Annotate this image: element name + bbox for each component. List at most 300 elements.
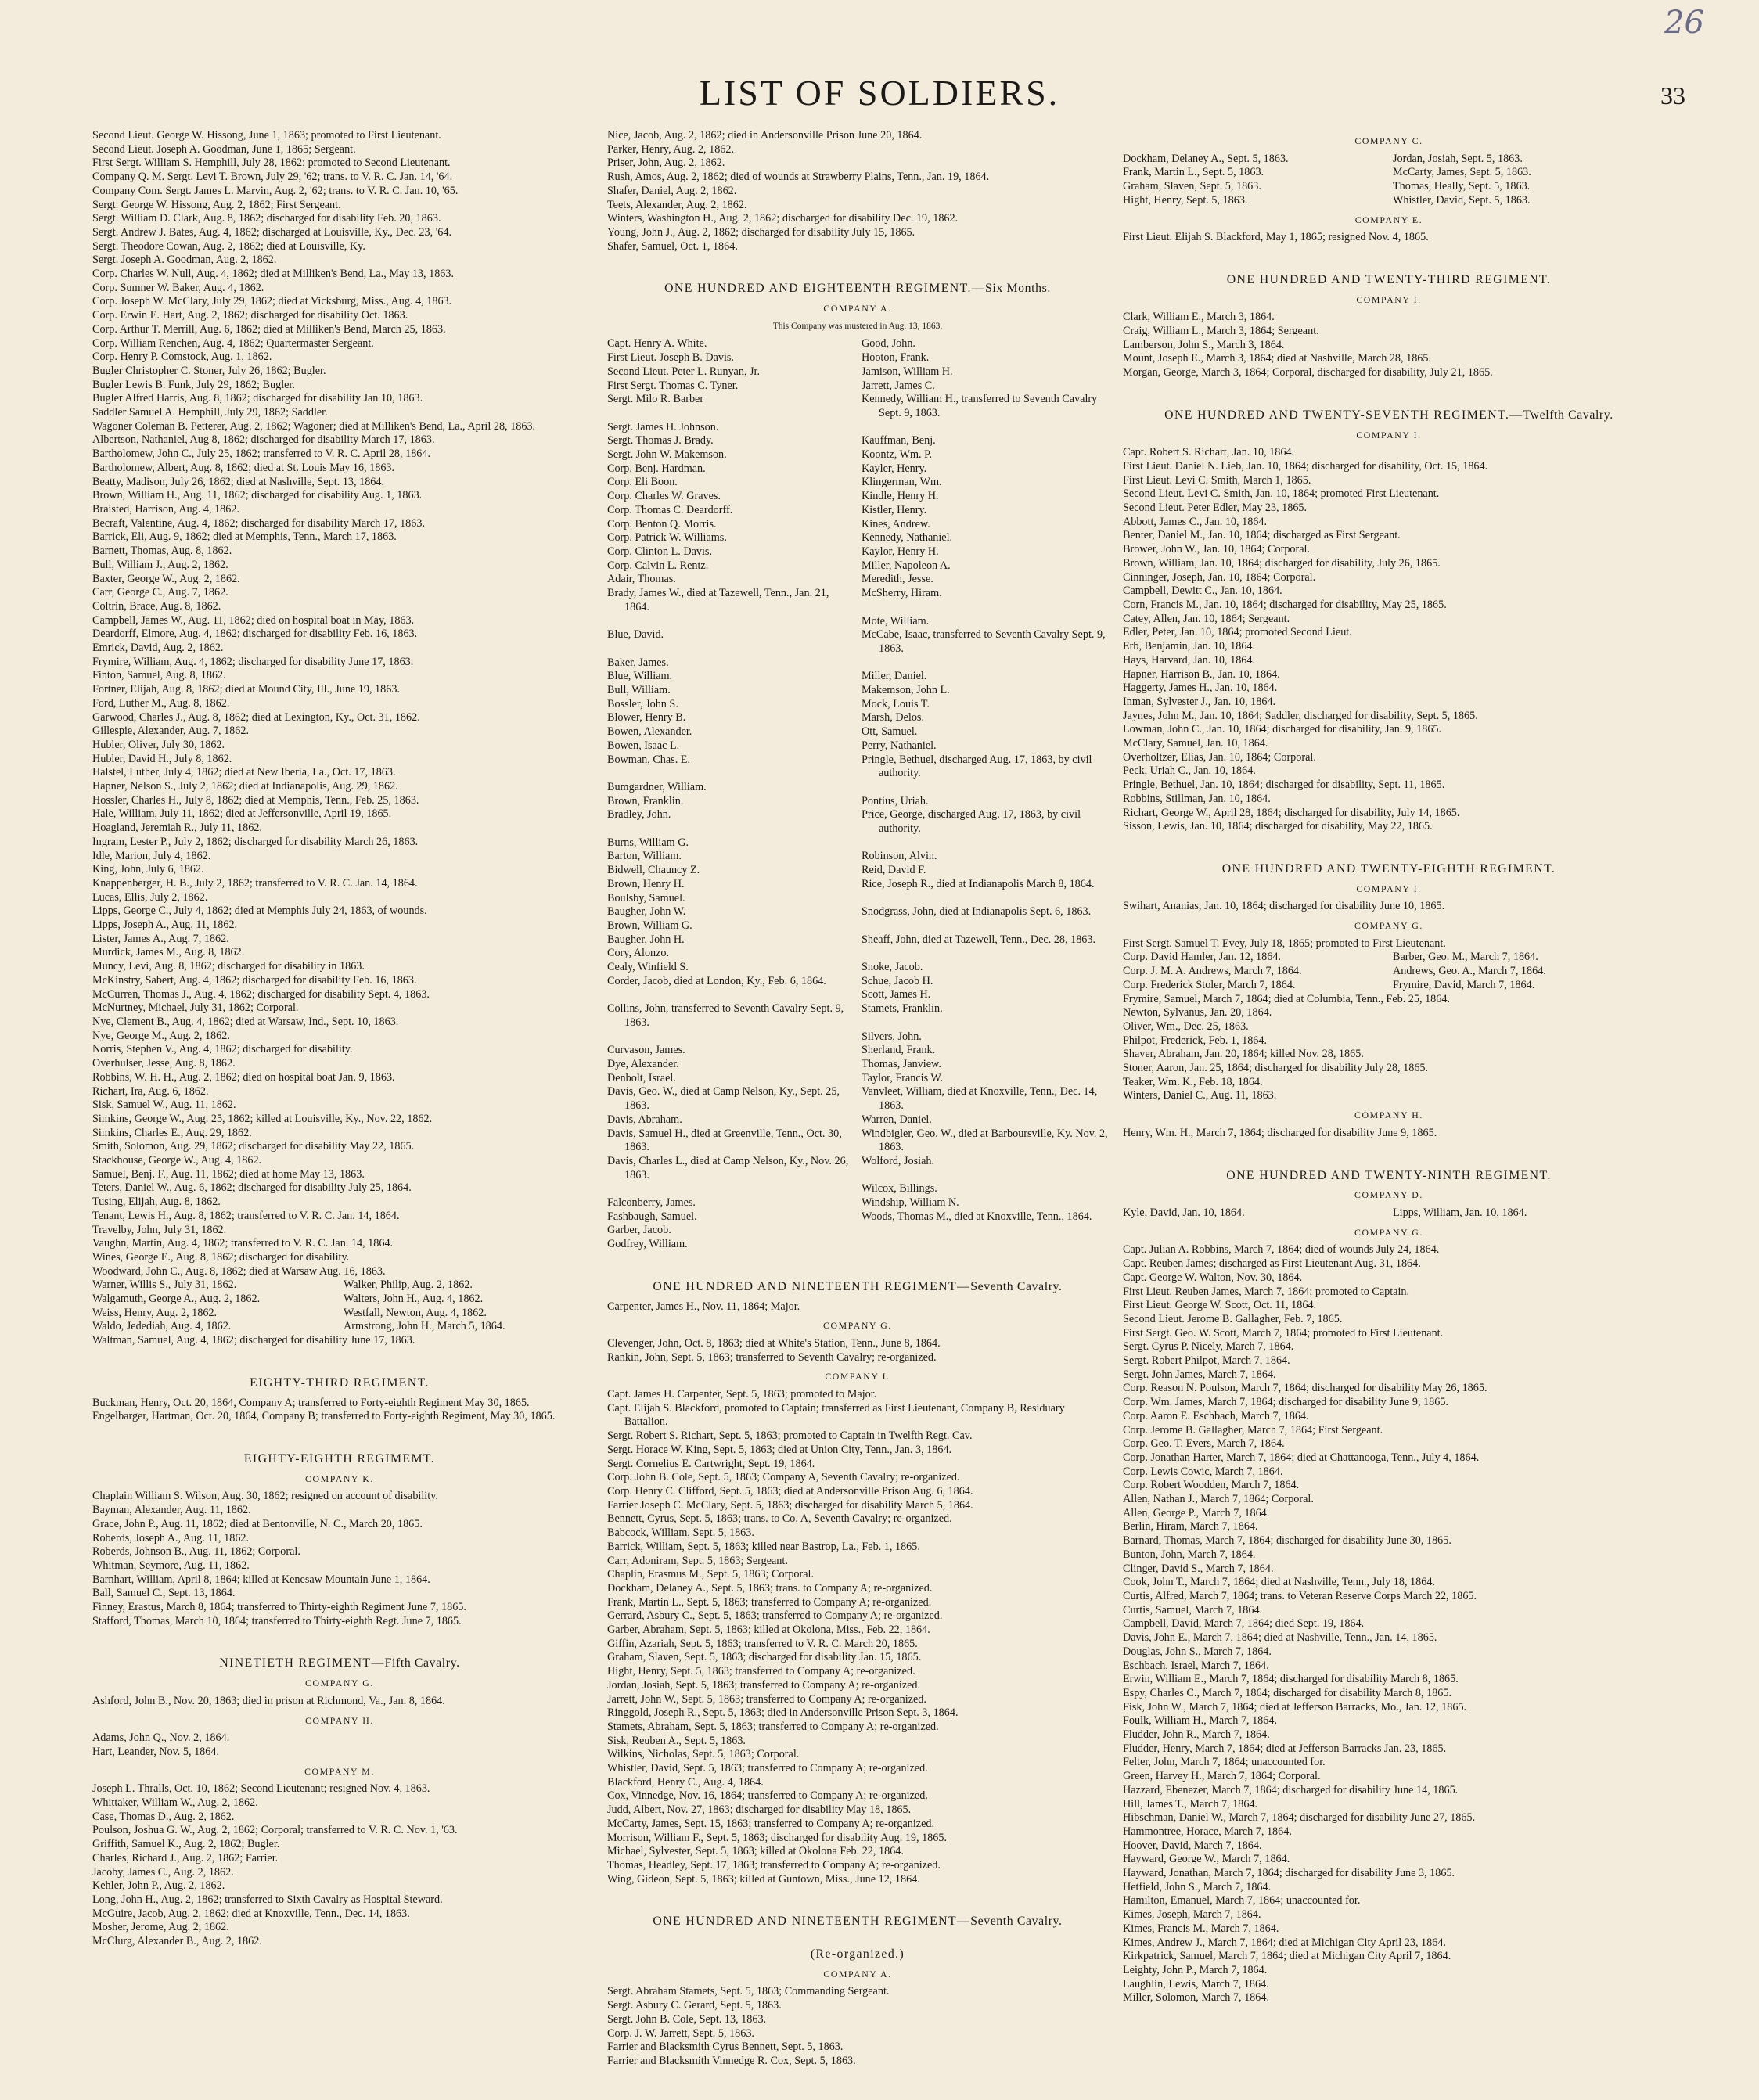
soldier-entry: McCabe, Isaac, transferred to Seventh Cavalry Sept. 9, 1863. bbox=[862, 628, 1106, 655]
soldier-entry: Hapner, Harrison B., Jan. 10, 1864. bbox=[1123, 667, 1280, 681]
soldier-entry: Jarrett, James C. bbox=[862, 379, 935, 392]
soldier-entry: Douglas, John S., March 7, 1864. bbox=[1123, 1645, 1272, 1658]
soldier-entry: Carpenter, James H., Nov. 11, 1864; Major. bbox=[607, 1300, 800, 1313]
column-right bbox=[1123, 129, 1655, 2005]
soldier-entry: Company Q. M. Sergt. Levi T. Brown, July 29, '62; trans. to V. R. C. Jan. 14, '64. bbox=[92, 171, 453, 184]
soldier-entry: First Sergt. Thomas C. Tyner. bbox=[607, 379, 739, 392]
soldier-entry: Corp. Frederick Stoler, March 7, 1864. bbox=[1123, 978, 1296, 991]
soldier-entry: Frank, Martin L., Sept. 5, 1863. bbox=[1123, 166, 1264, 179]
soldier-entry: Cook, John T., March 7, 1864; died at Nashville, Tenn., July 18, 1864. bbox=[1123, 1576, 1435, 1589]
soldier-entry: Bumgardner, William. bbox=[607, 780, 707, 793]
soldier-entry: Dockham, Delaney A., Sept. 5, 1863; trans. to Company A; re-organized. bbox=[607, 1581, 933, 1595]
soldier-entry: Gillespie, Alexander, Aug. 7, 1862. bbox=[92, 725, 249, 738]
soldier-entry: Cealy, Winfield S. bbox=[607, 961, 689, 974]
soldier-entry: Stoner, Aaron, Jan. 25, 1864; discharged for disability July 28, 1865. bbox=[1123, 1062, 1429, 1075]
soldier-entry: Woods, Thomas M., died at Knoxville, Tenn., 1864. bbox=[862, 1210, 1092, 1223]
soldier-entry: Ashford, John B., Nov. 20, 1863; died in prison at Richmond, Va., Jan. 8, 1864. bbox=[92, 1694, 445, 1707]
soldier-entry: Garber, Jacob. bbox=[607, 1224, 671, 1237]
soldier-entry: Bartholomew, John C., July 25, 1862; transferred to V. R. C. April 28, 1864. bbox=[92, 448, 431, 461]
soldier-entry: Rice, Joseph R., died at Indianapolis March 8, 1864. bbox=[862, 877, 1095, 890]
soldier-entry: Bayman, Alexander, Aug. 11, 1862. bbox=[92, 1504, 251, 1517]
soldier-entry: McCarty, James, Sept. 15, 1863; transferred to Company A; re-organized. bbox=[607, 1817, 935, 1830]
soldier-entry-pair bbox=[1123, 979, 1655, 993]
soldier-entry-pair bbox=[607, 753, 1108, 781]
soldier-entry-pair bbox=[607, 725, 1108, 739]
soldier-entry: Hight, Henry, Sept. 5, 1863. bbox=[1123, 193, 1248, 207]
section-spacer bbox=[1123, 1141, 1655, 1150]
soldier-entry: Jordan, Josiah, Sept. 5, 1863; transferred to Company A; re-organized. bbox=[607, 1678, 921, 1692]
soldier-entry: Buckman, Henry, Oct. 20, 1864, Company A; transferred to Forty-eighth Regiment May 30, 1865. bbox=[92, 1396, 530, 1409]
regiment-heading bbox=[1123, 408, 1655, 423]
soldier-entry: Boulsby, Samuel. bbox=[607, 891, 685, 904]
soldier-entry: Nice, Jacob, Aug. 2, 1862; died in Andersonville Prison June 20, 1864. bbox=[607, 129, 923, 142]
soldier-entry: Whitman, Seymore, Aug. 11, 1862. bbox=[92, 1559, 250, 1572]
soldier-entry: Becraft, Valentine, Aug. 4, 1862; discharged for disability March 17, 1863. bbox=[92, 516, 426, 530]
soldier-entry: Erwin, William E., March 7, 1864; discharged for disability March 8, 1865. bbox=[1123, 1673, 1459, 1686]
soldier-entry: Brown, William G. bbox=[607, 919, 692, 932]
soldier-entry: Teters, Daniel W., Aug. 6, 1862; discharged for disability July 25, 1864. bbox=[92, 1181, 412, 1195]
soldier-entry: Lucas, Ellis, July 2, 1862. bbox=[92, 890, 208, 904]
soldier-entry-pair bbox=[607, 365, 1108, 379]
soldier-entry: Lipps, George C., July 4, 1862; died at Memphis July 24, 1863, of wounds. bbox=[92, 904, 427, 918]
soldier-entry: Denbolt, Israel. bbox=[607, 1071, 676, 1084]
soldier-entry: Mosher, Jerome, Aug. 2, 1862. bbox=[92, 1921, 229, 1934]
soldier-entry: Grace, John P., Aug. 11, 1862; died at Bentonville, N. C., March 20, 1865. bbox=[92, 1517, 423, 1530]
soldier-entry: Peck, Uriah C., Jan. 10, 1864. bbox=[1123, 764, 1256, 778]
soldier-entry: Simkins, George W., Aug. 25, 1862; killed at Louisville, Ky., Nov. 22, 1862. bbox=[92, 1112, 433, 1125]
soldier-entry: Allen, George P., March 7, 1864. bbox=[1123, 1506, 1270, 1519]
soldier-entry: Andrews, Geo. A., March 7, 1864. bbox=[1393, 965, 1546, 978]
soldier-entry-pair bbox=[607, 670, 1108, 684]
soldier-entry-pair bbox=[607, 628, 1108, 656]
soldier-entry: Kauffman, Benj. bbox=[862, 434, 936, 448]
soldier-entry: Corp. Charles W. Null, Aug. 4, 1862; died at Milliken's Bend, La., May 13, 1863. bbox=[92, 268, 455, 281]
soldier-entry-pair bbox=[607, 615, 1108, 629]
section-spacer bbox=[92, 1348, 587, 1357]
soldier-entry: Price, George, discharged Aug. 17, 1863, by civil authority. bbox=[862, 808, 1081, 836]
soldier-entry: First Lieut. Elijah S. Blackford, May 1, 1865; resigned Nov. 4, 1865. bbox=[1123, 231, 1429, 244]
soldier-entry-pair bbox=[607, 905, 1108, 919]
soldier-entry-pair bbox=[607, 462, 1108, 476]
company-heading: COMPANY K. bbox=[305, 1473, 374, 1484]
soldier-entry: Tenant, Lewis H., Aug. 8, 1862; transferred to V. R. C. Jan. 14, 1864. bbox=[92, 1209, 400, 1222]
soldier-entry: Samuel, Benj. F., Aug. 11, 1862; died at home May 13, 1863. bbox=[92, 1167, 365, 1181]
soldier-entry: Frank, Martin L., Sept. 5, 1863; transferred to Company A; re-organized. bbox=[607, 1595, 932, 1609]
soldier-entry: Winters, Daniel C., Aug. 11, 1863. bbox=[1123, 1089, 1277, 1102]
soldier-entry: Fludder, Henry, March 7, 1864; died at Jefferson Barracks Jan. 23, 1865. bbox=[1123, 1742, 1447, 1755]
soldier-entry: Corp. Eli Boon. bbox=[607, 476, 678, 489]
company-heading: COMPANY D. bbox=[1354, 1189, 1423, 1201]
soldier-entry-pair bbox=[607, 1085, 1108, 1113]
soldier-entry-pair bbox=[607, 587, 1108, 614]
soldier-entry: Stackhouse, George W., Aug. 4, 1862. bbox=[92, 1154, 262, 1167]
soldier-entry: Corp. Wm. James, March 7, 1864; discharged for disability June 9, 1865. bbox=[1123, 1396, 1448, 1409]
soldier-entry: Hetfield, John S., March 7, 1864. bbox=[1123, 1880, 1272, 1893]
soldier-entry: Braisted, Harrison, Aug. 4, 1862. bbox=[92, 502, 239, 516]
soldier-entry: Barnhart, William, April 8, 1864; killed at Kenesaw Mountain June 1, 1864. bbox=[92, 1573, 430, 1586]
soldier-entry: Corp. Jerome B. Gallagher, March 7, 1864; First Sergeant. bbox=[1123, 1423, 1383, 1437]
soldier-entry bbox=[607, 1182, 854, 1196]
soldier-entry: Finton, Samuel, Aug. 8, 1862. bbox=[92, 669, 226, 682]
soldier-entry: Kirkpatrick, Samuel, March 7, 1864; died at Michigan City April 7, 1864. bbox=[1123, 1950, 1451, 1963]
soldier-entry: Morgan, George, March 3, 1864; Corporal, discharged for disability, July 21, 1865. bbox=[1123, 366, 1493, 379]
soldier-entry-pair bbox=[607, 892, 1108, 906]
soldier-entry: Corp. Henry C. Clifford, Sept. 5, 1863; died at Andersonville Prison Aug. 6, 1864. bbox=[607, 1484, 973, 1498]
soldier-entry: Ford, Luther M., Aug. 8, 1862. bbox=[92, 696, 230, 710]
soldier-entry: Pringle, Bethuel, Jan. 10, 1864; discharged for disability, Sept. 11, 1865. bbox=[1123, 779, 1445, 792]
soldier-entry: Corp. Reason N. Poulson, March 7, 1864; discharged for disability May 26, 1865. bbox=[1123, 1382, 1487, 1395]
soldier-entry: Craig, William L., March 3, 1864; Sergeant. bbox=[1123, 325, 1319, 338]
soldier-entry: Wolford, Josiah. bbox=[862, 1154, 935, 1167]
soldier-entry: Vanvleet, William, died at Knoxville, Tenn., Dec. 14, 1863. bbox=[862, 1085, 1098, 1113]
soldier-entry: McCarty, James, Sept. 5, 1863. bbox=[1393, 166, 1531, 179]
soldier-entry-pair bbox=[1123, 180, 1655, 194]
soldier-entry-pair bbox=[607, 919, 1108, 933]
soldier-entry: Corp. Erwin E. Hart, Aug. 2, 1862; discharged for disability Oct. 1863. bbox=[92, 309, 408, 322]
soldier-entry: Haggerty, James H., Jan. 10, 1864. bbox=[1123, 681, 1278, 695]
soldier-entry-pair bbox=[607, 504, 1108, 518]
soldier-entry: Snodgrass, John, died at Indianapolis Sept. 6, 1863. bbox=[862, 905, 1092, 919]
soldier-entry: Teets, Alexander, Aug. 2, 1862. bbox=[607, 198, 747, 211]
soldier-entry: Corp. Joseph W. McClary, July 29, 1862; died at Vicksburg, Miss., Aug. 4, 1863. bbox=[92, 295, 452, 308]
soldier-entry: Overhulser, Jesse, Aug. 8, 1862. bbox=[92, 1057, 236, 1070]
soldier-entry-pair bbox=[607, 518, 1108, 532]
soldier-entry: Brady, James W., died at Tazewell, Tenn., Jan. 21, 1864. bbox=[607, 587, 829, 613]
company-heading: COMPANY I. bbox=[1356, 293, 1422, 305]
soldier-entry: Bowen, Isaac L. bbox=[607, 739, 680, 752]
soldier-entry: Good, John. bbox=[862, 337, 915, 351]
soldier-entry: Fashbaugh, Samuel. bbox=[607, 1210, 697, 1223]
soldier-entry: Young, John J., Aug. 2, 1862; discharged for disability July 15, 1865. bbox=[607, 225, 915, 239]
column-middle bbox=[607, 129, 1108, 2069]
soldier-entry: Garber, Abraham, Sept. 5, 1863; killed at Okolona, Miss., Feb. 22, 1864. bbox=[607, 1624, 930, 1637]
soldier-entry bbox=[862, 781, 1108, 795]
soldier-entry: Corp. Sumner W. Baker, Aug. 4, 1862. bbox=[92, 281, 264, 294]
company-heading: COMPANY E. bbox=[1354, 214, 1423, 225]
soldier-entry: Ball, Samuel C., Sept. 13, 1864. bbox=[92, 1587, 236, 1600]
soldier-entry: Pringle, Bethuel, discharged Aug. 17, 1863, by civil authority. bbox=[862, 753, 1092, 780]
soldier-entry: Graham, Slaven, Sept. 5, 1863. bbox=[1123, 180, 1261, 193]
soldier-entry: First Sergt. Geo. W. Scott, March 7, 1864; promoted to First Lieutenant. bbox=[1123, 1326, 1444, 1339]
soldier-entry-pair bbox=[607, 448, 1108, 462]
soldier-entry: Blackford, Henry C., Aug. 4, 1864. bbox=[607, 1775, 764, 1789]
soldier-entry: Falconberry, James. bbox=[607, 1196, 696, 1210]
soldier-entry: Capt. Robert S. Richart, Jan. 10, 1864. bbox=[1123, 446, 1295, 459]
regiment-name: EIGHTY-EIGHTH REGIMEMT. bbox=[243, 1451, 436, 1465]
regiment-subtitle: Fifth Cavalry. bbox=[384, 1656, 460, 1670]
page-title: LIST OF SOLDIERS. bbox=[699, 73, 1060, 113]
soldier-entry: Eschbach, Israel, March 7, 1864. bbox=[1123, 1659, 1269, 1672]
soldier-entry: Charles, Richard J., Aug. 2, 1862; Farrier. bbox=[92, 1851, 279, 1864]
soldier-entry: Stamets, Abraham, Sept. 5, 1863; transferred to Company A; re-organized. bbox=[607, 1720, 939, 1733]
column-left bbox=[92, 129, 587, 1949]
soldier-entry: Winters, Washington H., Aug. 2, 1862; discharged for disability Dec. 19, 1862. bbox=[607, 212, 959, 225]
section-spacer bbox=[607, 1252, 1108, 1261]
soldier-entry: Curvason, James. bbox=[607, 1044, 685, 1057]
soldier-entry bbox=[862, 892, 1108, 906]
soldier-entry: Windbigler, Geo. W., died at Barboursville, Ky. Nov. 2, 1863. bbox=[862, 1127, 1108, 1154]
soldier-entry-pair bbox=[607, 988, 1108, 1002]
soldier-entry: Kindle, Henry H. bbox=[862, 490, 939, 503]
soldier-entry-pair bbox=[1123, 153, 1655, 167]
soldier-entry: Wilkins, Nicholas, Sept. 5, 1863; Corporal. bbox=[607, 1748, 800, 1761]
soldier-entry-pair bbox=[1123, 166, 1655, 180]
soldier-entry-pair bbox=[1123, 1206, 1655, 1221]
section-spacer bbox=[1123, 834, 1655, 843]
soldier-entry: Waldo, Jedediah, Aug. 4, 1862. bbox=[92, 1320, 232, 1333]
soldier-entry: Cinninger, Joseph, Jan. 10, 1864; Corporal. bbox=[1123, 570, 1316, 584]
soldier-entry: Lipps, Joseph A., Aug. 11, 1862. bbox=[92, 919, 238, 932]
regiment-heading bbox=[1123, 273, 1655, 287]
soldier-entry: Finney, Erastus, March 8, 1864; transferred to Thirty-eighth Regiment June 7, 1865. bbox=[92, 1601, 466, 1614]
soldier-entry: Campbell, James W., Aug. 11, 1862; died on hospital boat in May, 1863. bbox=[92, 613, 415, 627]
soldier-entry: Curtis, Samuel, March 7, 1864. bbox=[1123, 1603, 1263, 1616]
soldier-entry: Green, Harvey H., March 7, 1864; Corporal. bbox=[1123, 1770, 1321, 1783]
soldier-entry: Albertson, Nathaniel, Aug 8, 1862; discharged for disability March 17, 1863. bbox=[92, 433, 435, 447]
soldier-entry: Bossler, John S. bbox=[607, 697, 678, 710]
soldier-entry: Blower, Henry B. bbox=[607, 711, 686, 725]
soldier-entry: Whittaker, William W., Aug. 2, 1862. bbox=[92, 1796, 258, 1810]
soldier-entry: Meredith, Jesse. bbox=[862, 573, 933, 586]
soldier-entry: Sergt. Abraham Stamets, Sept. 5, 1863; Commanding Sergeant. bbox=[607, 1985, 890, 1998]
soldier-entry: Sergt. George W. Hissong, Aug. 2, 1862; First Sergeant. bbox=[92, 198, 341, 211]
soldier-entry: Walgamuth, George A., Aug. 2, 1862. bbox=[92, 1293, 261, 1306]
soldier-entry: Benter, Daniel M., Jan. 10, 1864; discharged as First Sergeant. bbox=[1123, 529, 1401, 542]
soldier-entry: Roberds, Joseph A., Aug. 11, 1862. bbox=[92, 1531, 250, 1544]
company-heading: COMPANY M. bbox=[304, 1765, 375, 1777]
soldier-entry: Robbins, Stillman, Jan. 10, 1864. bbox=[1123, 792, 1271, 805]
soldier-entry: Shafer, Samuel, Oct. 1, 1864. bbox=[607, 239, 738, 253]
soldier-entry: Corn, Francis M., Jan. 10, 1864; discharged for disability, May 25, 1865. bbox=[1123, 598, 1447, 611]
soldier-entry: Newton, Sylvanus, Jan. 20, 1864. bbox=[1123, 1006, 1272, 1019]
soldier-entry: Second Lieut. Joseph A. Goodman, June 1, 1865; Sergeant. bbox=[92, 142, 356, 156]
soldier-entry: Baxter, George W., Aug. 2, 1862. bbox=[92, 572, 240, 585]
soldier-entry: Capt. Reuben James; discharged as First Lieutenant Aug. 31, 1864. bbox=[1123, 1257, 1421, 1271]
company-heading: COMPANY G. bbox=[305, 1677, 374, 1689]
soldier-entry: Capt. Julian A. Robbins, March 7, 1864; died of wounds July 24, 1864. bbox=[1123, 1243, 1440, 1257]
soldier-entry: Sergt. James H. Johnson. bbox=[607, 420, 719, 433]
soldier-entry: Frymire, David, March 7, 1864. bbox=[1393, 978, 1535, 991]
soldier-entry: Davis, Charles L., died at Camp Nelson, Ky., Nov. 26, 1863. bbox=[607, 1154, 849, 1181]
soldier-entry: Swihart, Ananias, Jan. 10, 1864; discharged for disability June 10, 1865. bbox=[1123, 900, 1445, 913]
soldier-entry: Hayward, Jonathan, March 7, 1864; discharged for disability June 3, 1865. bbox=[1123, 1867, 1455, 1880]
soldier-entry: Corp. Thomas C. Deardorff. bbox=[607, 503, 733, 516]
soldier-entry: McGuire, Jacob, Aug. 2, 1862; died at Knoxville, Tenn., Dec. 14, 1863. bbox=[92, 1907, 410, 1920]
soldier-entry: Fludder, John R., March 7, 1864. bbox=[1123, 1728, 1270, 1742]
soldier-entry: Sergt. John W. Makemson. bbox=[607, 448, 727, 462]
soldier-entry: Corp. Robert Woodden, March 7, 1864. bbox=[1123, 1479, 1300, 1492]
soldier-entry: Hill, James T., March 7, 1864. bbox=[1123, 1797, 1258, 1811]
soldier-entry: Shafer, Daniel, Aug. 2, 1862. bbox=[607, 184, 737, 197]
soldier-entry: Kaylor, Henry H. bbox=[862, 545, 939, 558]
soldier-entry-pair bbox=[607, 795, 1108, 809]
soldier-entry-pair bbox=[607, 781, 1108, 795]
regiment-subtitle: Six Months. bbox=[985, 282, 1051, 296]
soldier-entry: Lister, James A., Aug. 7, 1862. bbox=[92, 932, 229, 945]
soldier-entry: Corp. Aaron E. Eschbach, March 7, 1864. bbox=[1123, 1409, 1309, 1422]
soldier-entry: Westfall, Newton, Aug. 4, 1862. bbox=[344, 1306, 487, 1319]
soldier-entry: Thomas, Heally, Sept. 5, 1863. bbox=[1393, 180, 1531, 193]
soldier-entry: Corp. Henry P. Comstock, Aug. 1, 1862. bbox=[92, 351, 272, 364]
soldier-entry: Stamets, Franklin. bbox=[862, 1002, 943, 1016]
soldier-entry: Second Lieut. Peter L. Runyan, Jr. bbox=[607, 365, 761, 378]
soldier-entry: Joseph L. Thralls, Oct. 10, 1862; Second Lieutenant; resigned Nov. 4, 1863. bbox=[92, 1782, 430, 1796]
soldier-entry: Michael, Sylvester, Sept. 5, 1863; killed at Okolona Feb. 22, 1864. bbox=[607, 1845, 904, 1858]
soldier-entry: Ott, Samuel. bbox=[862, 725, 918, 739]
soldier-entry: Brown, William, Jan. 10, 1864; discharged for disability, July 26, 1865. bbox=[1123, 556, 1441, 570]
soldier-entry: Walker, Philip, Aug. 2, 1862. bbox=[344, 1278, 473, 1292]
soldier-entry-pair bbox=[607, 421, 1108, 435]
soldier-entry-pair bbox=[607, 531, 1108, 545]
soldier-entry bbox=[862, 1224, 1108, 1238]
soldier-entry: Idle, Marion, July 4, 1862. bbox=[92, 849, 211, 862]
soldier-entry: Cory, Alonzo. bbox=[607, 947, 670, 960]
soldier-entry: Leighty, John P., March 7, 1864. bbox=[1123, 1963, 1268, 1976]
soldier-entry: Allen, Nathan J., March 7, 1864; Corporal. bbox=[1123, 1493, 1314, 1506]
soldier-entry: Whistler, David, Sept. 5, 1863; transferred to Company A; re-organized. bbox=[607, 1762, 928, 1775]
soldier-entry: Robbins, W. H. H., Aug. 2, 1862; died on hospital boat Jan. 9, 1863. bbox=[92, 1070, 395, 1084]
soldier-entry: Barnard, Thomas, March 7, 1864; discharged for disability June 30, 1865. bbox=[1123, 1534, 1451, 1548]
soldier-entry: Miller, Daniel. bbox=[862, 670, 927, 683]
soldier-entry: Bennett, Cyrus, Sept. 5, 1863; trans. to Co. A, Seventh Cavalry; re-organized. bbox=[607, 1512, 952, 1526]
soldier-entry: Corp. Patrick W. Williams. bbox=[607, 531, 727, 545]
soldier-entry: Second Lieut. Jerome B. Gallagher, Feb. 7, 1865. bbox=[1123, 1312, 1343, 1325]
soldier-entry-pair bbox=[607, 1238, 1108, 1252]
soldier-entry: Cox, Vinnedge, Nov. 16, 1864; transferred to Company A; re-organized. bbox=[607, 1789, 928, 1803]
regiment-subtitle: Twelfth Cavalry. bbox=[1523, 408, 1613, 422]
soldier-entry: First Sergt. Samuel T. Evey, July 18, 1865; promoted to First Lieutenant. bbox=[1123, 937, 1446, 950]
soldier-entry: Nye, George M., Aug. 2, 1862. bbox=[92, 1029, 230, 1042]
soldier-entry: Corp. Calvin L. Rentz. bbox=[607, 559, 709, 572]
regiment-name: ONE HUNDRED AND NINETEENTH REGIMENT— bbox=[653, 1915, 971, 1929]
soldier-entry: First Lieut. George W. Scott, Oct. 11, 1864. bbox=[1123, 1299, 1317, 1312]
soldier-entry-pair bbox=[607, 337, 1108, 351]
regiment-name: NINETIETH REGIMENT— bbox=[219, 1656, 385, 1670]
soldier-entry: Marsh, Delos. bbox=[862, 711, 924, 725]
soldier-entry: Abbott, James C., Jan. 10, 1864. bbox=[1123, 515, 1268, 528]
soldier-entry: Jarrett, John W., Sept. 5, 1863; transferred to Company A; re-organized. bbox=[607, 1692, 926, 1706]
soldier-entry: Wing, Gideon, Sept. 5, 1863; killed at Guntown, Miss., June 12, 1864. bbox=[607, 1872, 920, 1886]
soldier-entry: Sergt. William D. Clark, Aug. 8, 1862; discharged for disability Feb. 20, 1863. bbox=[92, 212, 441, 225]
soldier-entry: Corp. Geo. T. Evers, March 7, 1864. bbox=[1123, 1437, 1285, 1451]
soldier-entry: Parker, Henry, Aug. 2, 1862. bbox=[607, 142, 735, 156]
soldier-entry: Bugler Christopher C. Stoner, July 26, 1862; Bugler. bbox=[92, 364, 326, 377]
soldier-entry: Hossler, Charles H., July 8, 1862; died at Memphis, Tenn., Feb. 25, 1863. bbox=[92, 793, 419, 807]
soldier-entry bbox=[607, 1030, 854, 1045]
soldier-entry: Bugler Lewis B. Funk, July 29, 1862; Bugler. bbox=[92, 378, 295, 391]
soldier-entry: Reid, David F. bbox=[862, 864, 926, 877]
soldier-entry: Carr, George C., Aug. 7, 1862. bbox=[92, 586, 228, 599]
regiment-subheading: (Re-organized.) bbox=[810, 1947, 905, 1962]
soldier-entry: Priser, John, Aug. 2, 1862. bbox=[607, 156, 725, 170]
regiment-name: ONE HUNDRED AND EIGHTEENTH REGIMENT.— bbox=[664, 282, 986, 296]
soldier-entry: Robinson, Alvin. bbox=[862, 850, 937, 863]
soldier-entry: Brower, John W., Jan. 10, 1864; Corporal. bbox=[1123, 543, 1311, 556]
soldier-entry: Stafford, Thomas, March 10, 1864; transferred to Thirty-eighth Regt. June 7, 1865. bbox=[92, 1614, 462, 1627]
soldier-entry: Chaplain William S. Wilson, Aug. 30, 1862; resigned on account of disability. bbox=[92, 1490, 438, 1503]
soldier-entry: First Lieut. Reuben James, March 7, 1864; promoted to Captain. bbox=[1123, 1285, 1410, 1298]
soldier-entry: Barnett, Thomas, Aug. 8, 1862. bbox=[92, 545, 232, 558]
soldier-entry: Beatty, Madison, July 26, 1862; died at Nashville, Sept. 13, 1864. bbox=[92, 475, 385, 488]
soldier-entry-pair bbox=[607, 975, 1108, 989]
soldier-entry: Corp. Benton Q. Morris. bbox=[607, 517, 717, 530]
soldier-entry: Kayler, Henry. bbox=[862, 462, 927, 475]
soldier-entry: Corp. John B. Cole, Sept. 5, 1863; Company A, Seventh Cavalry; re-organized. bbox=[607, 1471, 960, 1484]
soldier-entry: Schue, Jacob H. bbox=[862, 974, 933, 987]
soldier-entry-pair bbox=[607, 573, 1108, 587]
soldier-entry: Weiss, Henry, Aug. 2, 1862. bbox=[92, 1306, 218, 1319]
soldier-entry: Davis, Geo. W., died at Camp Nelson, Ky., Sept. 25, 1863. bbox=[607, 1085, 840, 1113]
soldier-entry: Hight, Henry, Sept. 5, 1863; transferred to Company A; re-organized. bbox=[607, 1665, 915, 1678]
soldier-entry: Whistler, David, Sept. 5, 1863. bbox=[1393, 193, 1531, 207]
soldier-entry: Scott, James H. bbox=[862, 988, 931, 1001]
soldier-entry: Baugher, John H. bbox=[607, 933, 685, 946]
soldier-entry: Capt. Henry A. White. bbox=[607, 337, 707, 351]
soldier-entry: Hamilton, Emanuel, March 7, 1864; unaccounted for. bbox=[1123, 1894, 1361, 1908]
soldier-entry: Second Lieut. Peter Edler, May 23, 1865. bbox=[1123, 502, 1308, 515]
soldier-entry: Morrison, William F., Sept. 5, 1863; discharged for disability Aug. 19, 1865. bbox=[607, 1831, 948, 1844]
soldier-entry: Waltman, Samuel, Aug. 4, 1862; discharged for disability June 17, 1863. bbox=[92, 1334, 415, 1347]
soldier-entry: Jacoby, James C., Aug. 2, 1862. bbox=[92, 1865, 234, 1879]
soldier-entry: Sergt. Andrew J. Bates, Aug. 4, 1862; discharged at Louisville, Ky., Dec. 23, '64. bbox=[92, 225, 451, 239]
soldier-entry: Muncy, Levi, Aug. 8, 1862; discharged for disability in 1863. bbox=[92, 960, 365, 973]
company-heading: COMPANY H. bbox=[305, 1714, 374, 1726]
soldier-entry: Sergt. Robert Philpot, March 7, 1864. bbox=[1123, 1354, 1290, 1368]
soldier-entry: Farrier Joseph C. McClary, Sept. 5, 1863; discharged for disability March 5, 1864. bbox=[607, 1498, 973, 1512]
soldier-entry-pair bbox=[607, 1072, 1108, 1086]
soldier-entry: Hammontree, Horace, March 7, 1864. bbox=[1123, 1825, 1292, 1838]
soldier-entry: Graham, Slaven, Sept. 5, 1863; discharged for disability Jan. 15, 1865. bbox=[607, 1651, 922, 1664]
soldier-entry-pair bbox=[607, 1196, 1108, 1210]
soldier-entry: Corp. Lewis Cowic, March 7, 1864. bbox=[1123, 1465, 1283, 1478]
soldier-entry: Overholtzer, Elias, Jan. 10, 1864; Corporal. bbox=[1123, 750, 1316, 764]
soldier-entry: Sherland, Frank. bbox=[862, 1044, 936, 1057]
soldier-entry: Armstrong, John H., March 5, 1864. bbox=[344, 1320, 505, 1333]
soldier-entry: Wilcox, Billings. bbox=[862, 1182, 937, 1196]
soldier-entry-pair bbox=[607, 1127, 1108, 1155]
section-spacer bbox=[1123, 380, 1655, 390]
soldier-entry: Richart, George W., April 28, 1864; discharged for disability, July 14, 1865. bbox=[1123, 806, 1460, 819]
soldier-entry: Brown, William H., Aug. 11, 1862; discharged for disability Aug. 1, 1863. bbox=[92, 489, 423, 502]
soldier-entry: Dockham, Delaney A., Sept. 5, 1863. bbox=[1123, 152, 1289, 165]
soldier-entry: Godfrey, William. bbox=[607, 1238, 688, 1251]
soldier-entry-pair bbox=[607, 1224, 1108, 1238]
soldier-entry: Kines, Andrew. bbox=[862, 517, 930, 530]
company-heading: COMPANY G. bbox=[1354, 1226, 1423, 1238]
soldier-entry: Blue, David. bbox=[607, 628, 664, 642]
soldier-entry: Hoover, David, March 7, 1864. bbox=[1123, 1839, 1262, 1852]
soldier-entry: Miller, Solomon, March 7, 1864. bbox=[1123, 1991, 1270, 2005]
soldier-entry-pair bbox=[607, 434, 1108, 448]
soldier-entry: Philpot, Frederick, Feb. 1, 1864. bbox=[1123, 1034, 1268, 1047]
soldier-entry: Judd, Albert, Nov. 27, 1863; discharged for disability May 18, 1865. bbox=[607, 1803, 912, 1817]
soldier-entry: Corder, Jacob, died at London, Ky., Feb. 6, 1864. bbox=[607, 974, 826, 987]
regiment-name: ONE HUNDRED AND TWENTY-EIGHTH REGIMENT. bbox=[1221, 861, 1556, 876]
soldier-entry: Smith, Solomon, Aug. 29, 1862; discharged for disability May 22, 1865. bbox=[92, 1140, 415, 1153]
soldier-entry: Clinger, David S., March 7, 1864. bbox=[1123, 1562, 1274, 1575]
soldier-entry-pair bbox=[607, 808, 1108, 836]
soldier-entry-pair bbox=[607, 476, 1108, 490]
soldier-entry-pair bbox=[92, 1307, 587, 1321]
soldier-entry: Second Lieut. George W. Hissong, June 1, 1863; promoted to First Lieutenant. bbox=[92, 129, 441, 142]
soldier-entry: Woodward, John C., Aug. 8, 1862; died at Warsaw Aug. 16, 1863. bbox=[92, 1264, 386, 1278]
regiment-heading bbox=[92, 1452, 587, 1466]
soldier-entry: Sergt. Thomas J. Brady. bbox=[607, 434, 714, 448]
soldier-entry: Hubler, Oliver, July 30, 1862. bbox=[92, 738, 225, 751]
soldier-entry: Hoagland, Jeremiah R., July 11, 1862. bbox=[92, 822, 262, 835]
soldier-entry: Griffith, Samuel K., Aug. 2, 1862; Bugler. bbox=[92, 1838, 280, 1851]
soldier-entry: Sergt. Theodore Cowan, Aug. 2, 1862; died at Louisville, Ky. bbox=[92, 239, 365, 253]
